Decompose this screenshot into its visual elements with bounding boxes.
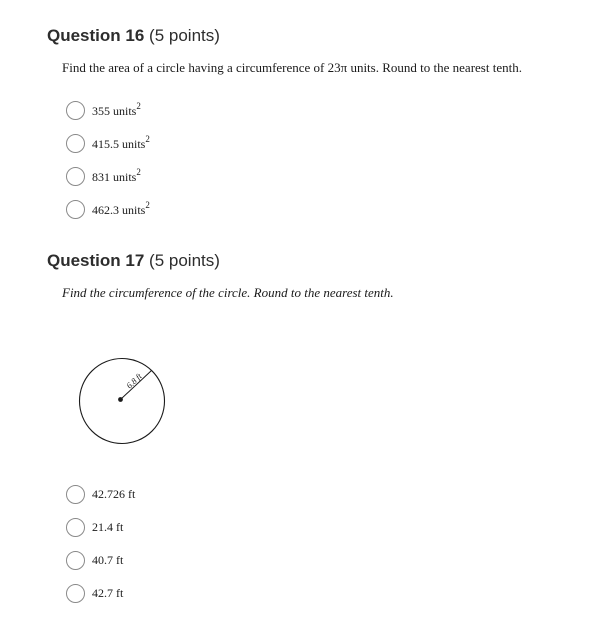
question-16-prompt: Find the area of a circle having a circumference of 23π units. Round to the nearest tenth. [62, 60, 522, 75]
center-point [118, 397, 123, 402]
q17-option-c[interactable] [66, 549, 123, 571]
q16-option-a[interactable] [66, 99, 141, 121]
q16-option-c-radio[interactable] [66, 167, 85, 186]
q17-option-d-label: 42.7 ft [92, 585, 124, 600]
q17-option-b-radio[interactable] [66, 518, 85, 537]
question-16-header [47, 26, 220, 46]
q16-option-a-label: 355 units$^2$ [92, 100, 141, 118]
q16-option-d-label: 462.3 units$^2$ [92, 199, 150, 217]
q16-option-b-radio[interactable] [66, 134, 85, 153]
question-17-number: Question 17 [47, 251, 145, 270]
q16-option-d-radio[interactable] [66, 200, 85, 219]
question-16-number: Question 16 [47, 26, 145, 45]
q17-option-c-radio[interactable] [66, 551, 85, 570]
q17-option-b[interactable] [66, 516, 123, 538]
q17-option-a-radio[interactable] [66, 485, 85, 504]
question-16-points: (5 points) [149, 26, 220, 45]
question-17-header [47, 251, 220, 271]
q16-option-b-label: 415.5 units$^2$ [92, 133, 150, 151]
question-17-points: (5 points) [149, 251, 220, 270]
q16-option-c-label: 831 units$^2$ [92, 166, 141, 184]
question-17-prompt: Find the circumference of the circle. Round to the nearest tenth. [62, 285, 394, 300]
circle-diagram [76, 355, 172, 451]
q16-option-d[interactable] [66, 198, 150, 220]
radius-label: 6.8 ft [124, 371, 144, 391]
circle-figure [76, 355, 172, 456]
q16-option-b[interactable] [66, 132, 150, 154]
q17-option-d[interactable] [66, 582, 123, 604]
q17-option-b-label: 21.4 ft [92, 519, 124, 534]
q16-option-a-radio[interactable] [66, 101, 85, 120]
q17-option-a[interactable] [66, 483, 135, 505]
q16-option-c[interactable] [66, 165, 141, 187]
q17-option-d-radio[interactable] [66, 584, 85, 603]
q17-option-a-label: 42.726 ft [92, 486, 136, 501]
q17-option-c-label: 40.7 ft [92, 552, 124, 567]
